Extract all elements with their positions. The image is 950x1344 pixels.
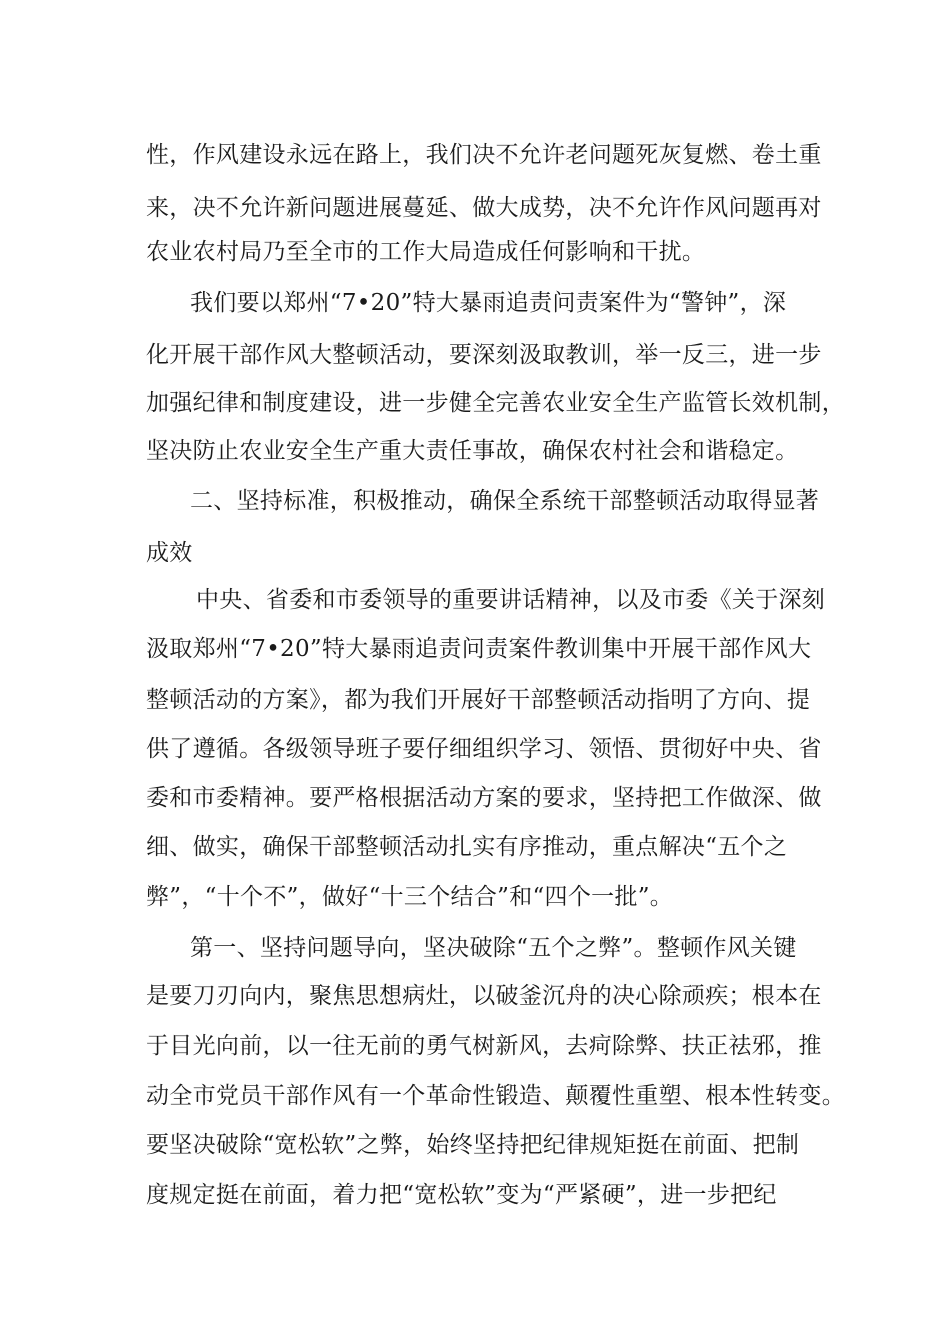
text-line: 委和市委精神。要严格根据活动方案的要求，坚持把工作做深、做 bbox=[146, 785, 822, 811]
text-line: 是要刀刃向内，聚焦思想病灶，以破釜沉舟的决心除顽疾；根本在 bbox=[146, 983, 822, 1009]
paragraph-first-line: 我们要以郑州“7•20”特大暴雨追责问责案件为“警钟”，深 bbox=[190, 290, 787, 316]
text-line: 供了遵循。各级领导班子要仔细组织学习、领悟、贯彻好中央、省 bbox=[146, 736, 822, 762]
text-line: 汲取郑州“7•20”特大暴雨追责问责案件教训集中开展干部作风大 bbox=[146, 636, 812, 662]
section-heading-continued: 成效 bbox=[146, 540, 193, 566]
text-line: 来，决不允许新问题进展蔓延、做大成势，决不允许作风问题再对 bbox=[146, 195, 822, 221]
section-heading: 二、坚持标准，积极推动，确保全系统干部整顿活动取得显著 bbox=[190, 488, 820, 514]
text-line: 整顿活动的方案》，都为我们开展好干部整顿活动指明了方向、提 bbox=[146, 687, 811, 713]
text-line: 加强纪律和制度建设，进一步健全完善农业安全生产监管长效机制， bbox=[146, 390, 845, 416]
text-line: 坚决防止农业安全生产重大责任事故，确保农村社会和谐稳定。 bbox=[146, 438, 799, 464]
text-line: 度规定挺在前面，着力把“宽松软”变为“严紧硬”，进一步把纪 bbox=[146, 1182, 777, 1208]
text-line: 要坚决破除“宽松软”之弊，始终坚持把纪律规矩挺在前面、把制 bbox=[146, 1132, 800, 1158]
text-line: 细、做实，确保干部整顿活动扎实有序推动，重点解决“五个之 bbox=[146, 834, 788, 860]
text-line: 于目光向前，以一往无前的勇气树新风，去疴除弊、扶正祛邪，推 bbox=[146, 1033, 822, 1059]
text-line: 化开展干部作风大整顿活动，要深刻汲取教训，举一反三，进一步 bbox=[146, 342, 822, 368]
text-line: 动全市党员干部作风有一个革命性锻造、颠覆性重塑、根本性转变。 bbox=[146, 1083, 845, 1109]
text-line: 弊”，“十个不”，做好“十三个结合”和“四个一批”。 bbox=[146, 884, 674, 910]
text-line: 农业农村局乃至全市的工作大局造成任何影响和干扰。 bbox=[146, 239, 706, 265]
paragraph-first-line: 第一、坚持问题导向，坚决破除“五个之弊”。整顿作风关键 bbox=[190, 935, 797, 961]
text-line: 性，作风建设永远在路上，我们决不允许老问题死灰复燃、卷土重 bbox=[146, 142, 822, 168]
paragraph-first-line: 中央、省委和市委领导的重要讲话精神，以及市委《关于深刻 bbox=[196, 587, 826, 613]
